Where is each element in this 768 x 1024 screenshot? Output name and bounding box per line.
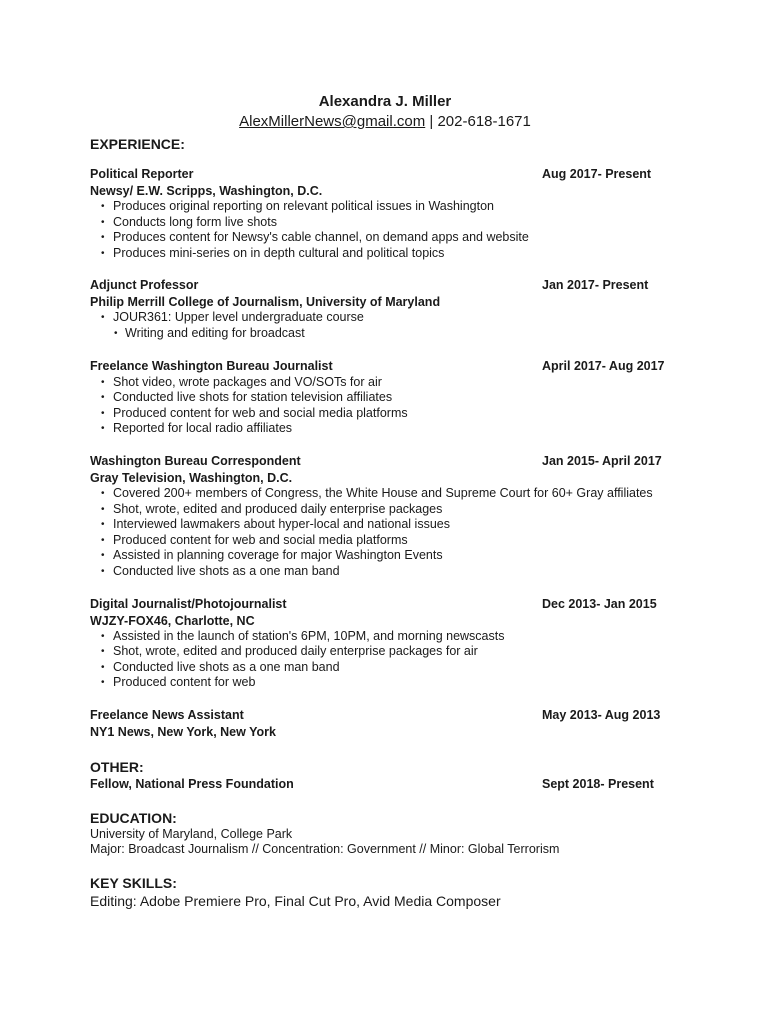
job-title-row [90, 166, 690, 183]
list-item: • Produced content for web and social media platforms [90, 533, 673, 549]
job-date: April 2017- Aug 2017 [542, 358, 665, 373]
skills-text: Editing: Adobe Premiere Pro, Final Cut Pro, Avid Media Composer [90, 893, 501, 910]
list-item: • Shot video, wrote packages and VO/SOTs for air [90, 375, 673, 391]
contact-line [90, 112, 680, 132]
list-item: • Conducted live shots for station television affiliates [90, 390, 673, 406]
email-link[interactable]: AlexMillerNews@gmail.com [239, 113, 426, 130]
list-item: • Conducted live shots as a one man band [90, 660, 673, 676]
job-title-row [90, 358, 690, 375]
job-title-row [90, 277, 690, 294]
sub-list-item: • Writing and editing for broadcast [90, 326, 685, 342]
job-organization: Newsy/ E.W. Scripps, Washington, D.C. [90, 184, 323, 198]
job-organization: Gray Television, Washington, D.C. [90, 470, 293, 485]
job-entry [90, 707, 690, 740]
list-item: • Reported for local radio affiliates [90, 421, 673, 437]
job-entry [90, 277, 690, 341]
list-item: • Shot, wrote, edited and produced daily enterprise packages for air [90, 644, 673, 660]
job-title-row [90, 596, 690, 613]
job-entry [90, 358, 690, 437]
job-organization: NY1 News, New York, New York [90, 724, 276, 739]
list-item: • Produced content for web [90, 675, 673, 691]
job-role: Digital Journalist/Photojournalist [90, 596, 287, 611]
job-date: Jan 2015- April 2017 [542, 453, 662, 468]
list-item: • Assisted in planning coverage for major Washington Events [90, 548, 673, 564]
education-major: Major: Broadcast Journalism // Concentration: Government // Minor: Global Terrorism [90, 842, 560, 857]
job-date: May 2013- Aug 2013 [542, 707, 661, 722]
job-bullets [90, 199, 690, 261]
job-title-row [90, 453, 690, 470]
list-item: • Interviewed lawmakers about hyper-local and national issues [90, 517, 673, 533]
skills-heading: KEY SKILLS: [90, 875, 177, 892]
candidate-name: Alexandra J. Miller [318, 93, 452, 110]
job-role: Washington Bureau Correspondent [90, 453, 301, 468]
list-item: • Conducts long form live shots [90, 215, 673, 231]
job-bullets [90, 310, 690, 341]
list-item: • Produces content for Newsy's cable channel, on demand apps and website [90, 230, 673, 246]
job-title-row [90, 707, 690, 724]
job-organization: Philip Merrill College of Journalism, University of Maryland [90, 295, 441, 310]
list-item: • Covered 200+ members of Congress, the White House and Supreme Court for 60+ Gray affiliates [90, 486, 673, 502]
list-item: • JOUR361: Upper level undergraduate course [90, 310, 673, 326]
phone-number: 202-618-1671 [437, 113, 531, 130]
job-date: Dec 2013- Jan 2015 [542, 596, 657, 611]
resume-page [90, 92, 690, 910]
job-bullets [90, 629, 690, 691]
list-item: • Produces mini-series on in depth cultural and political topics [90, 246, 673, 262]
list-item: • Conducted live shots as a one man band [90, 564, 673, 580]
other-heading: OTHER: [90, 758, 144, 775]
list-item: • Shot, wrote, edited and produced daily enterprise packages [90, 502, 673, 518]
list-item: • Produced content for web and social media platforms [90, 406, 673, 422]
education-school: University of Maryland, College Park [90, 826, 293, 841]
job-bullets [90, 486, 690, 580]
job-date: Aug 2017- Present [542, 167, 652, 181]
job-role: Freelance News Assistant [90, 707, 244, 722]
job-date: Jan 2017- Present [542, 278, 649, 293]
education-heading: EDUCATION: [90, 809, 177, 826]
other-row [90, 776, 690, 793]
job-entry [90, 453, 690, 580]
job-role: Political Reporter [90, 167, 194, 181]
list-item: • Assisted in the launch of station's 6PM, 10PM, and morning newscasts [90, 629, 673, 645]
job-role: Adjunct Professor [90, 278, 199, 293]
other-role: Fellow, National Press Foundation [90, 776, 294, 791]
job-role: Freelance Washington Bureau Journalist [90, 358, 333, 373]
job-organization: WJZY-FOX46, Charlotte, NC [90, 613, 255, 628]
experience-heading: EXPERIENCE: [90, 136, 185, 152]
other-date: Sept 2018- Present [542, 776, 654, 791]
job-bullets [90, 375, 690, 437]
contact-separator: | [425, 113, 438, 130]
list-item: • Produces original reporting on relevant political issues in Washington [90, 199, 673, 215]
job-entry [90, 166, 690, 261]
job-entry [90, 596, 690, 691]
